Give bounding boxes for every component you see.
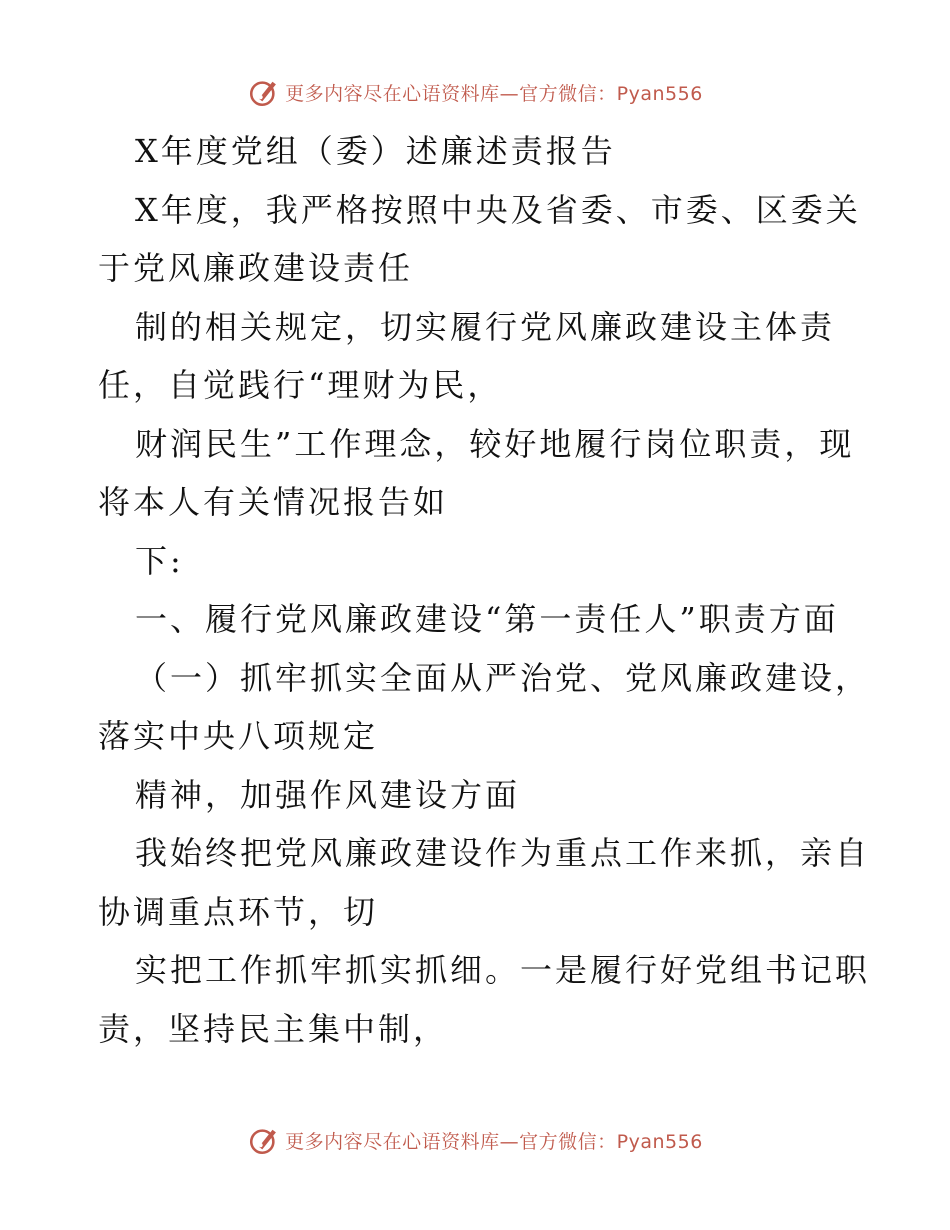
paragraph-line: 责，坚持民主集中制， xyxy=(98,1009,449,1048)
subsection-heading: （一）抓牢抓实全面从严治党、党风廉政建设， xyxy=(135,658,871,697)
pen-in-circle-logo-icon xyxy=(247,1123,281,1157)
header-watermark-banner xyxy=(0,72,950,112)
pen-in-circle-logo-icon xyxy=(247,75,281,109)
banner-text xyxy=(285,1127,703,1154)
footer-watermark-banner xyxy=(0,1120,950,1160)
document-title: X年度党组（委）述廉述责报告 xyxy=(135,132,616,170)
banner-wechat: 官方微信：Pyan556 xyxy=(519,82,703,105)
paragraph-line: 下: xyxy=(135,541,184,580)
paragraph-line: 我始终把党风廉政建设作为重点工作来抓，亲自 xyxy=(135,834,871,872)
paragraph-line: 任，自觉践行“理财为民， xyxy=(98,366,503,404)
banner-wechat: 官方微信：Pyan556 xyxy=(519,1130,703,1153)
banner-site-name: 更多内容尽在心语资料库 xyxy=(285,82,500,105)
paragraph-line: 协调重点环节，切 xyxy=(98,892,379,931)
paragraph-line: 于党风廉政建设责任 xyxy=(98,249,414,287)
banner-site-name: 更多内容尽在心语资料库 xyxy=(285,1130,500,1153)
paragraph-line: 精神，加强作风建设方面 xyxy=(135,775,521,814)
paragraph-line: X年度，我严格按照中央及省委、市委、区委关 xyxy=(135,190,861,229)
paragraph-line: 落实中央八项规定 xyxy=(98,717,379,755)
paragraph-line: 制的相关规定，切实履行党风廉政建设主体责 xyxy=(135,307,836,346)
document-body xyxy=(98,122,871,1058)
banner-text xyxy=(285,79,703,106)
paragraph-line: 将本人有关情况报告如 xyxy=(98,483,449,521)
paragraph-line: 实把工作抓牢抓实抓细。一是履行好党组书记职 xyxy=(135,951,871,989)
banner-dash: — xyxy=(499,82,520,105)
section-heading: 一、履行党风廉政建设“第一责任人”职责方面 xyxy=(135,600,839,638)
paragraph-line: 财润民生”工作理念，较好地履行岗位职责，现 xyxy=(135,424,855,463)
banner-dash: — xyxy=(499,1130,520,1153)
